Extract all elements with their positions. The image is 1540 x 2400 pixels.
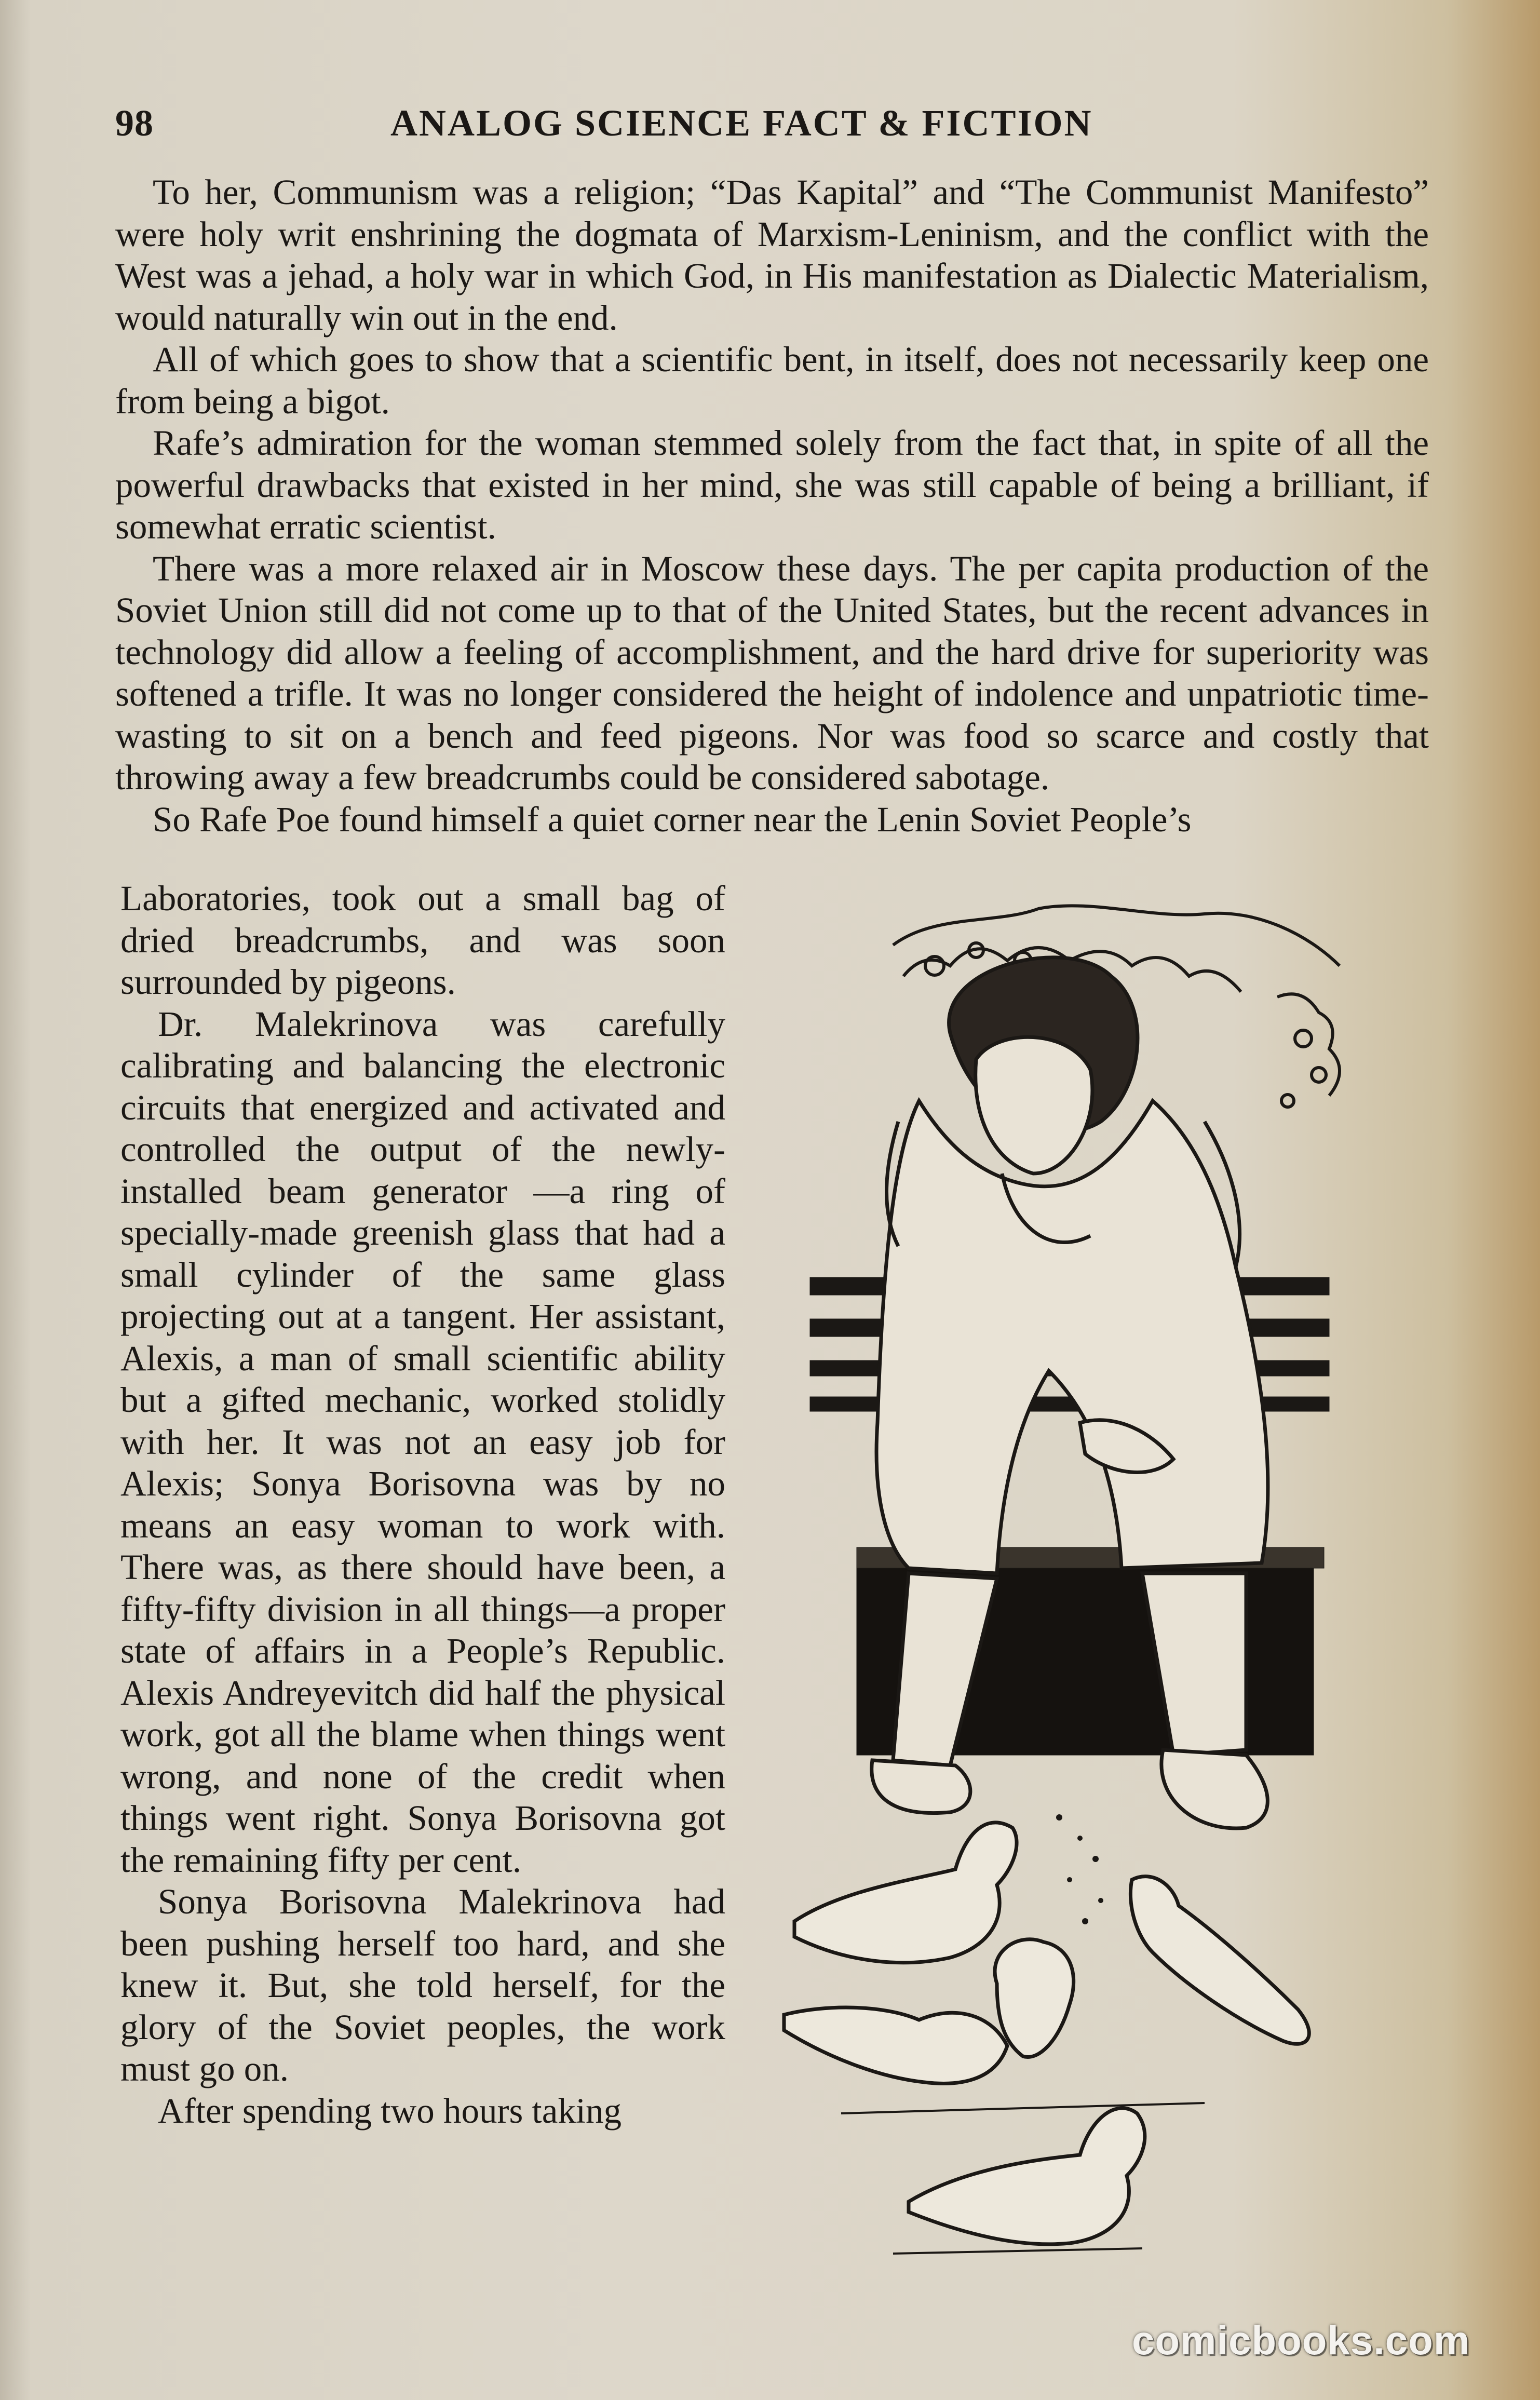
paragraph: Sonya Borisovna Malekrinova had been pushing herself too hard, and she knew it. But, she told herself, for the glory of the Soviet peoples, the work must go on. <box>120 1882 725 2088</box>
paragraph: Rafe’s admiration for the woman stemmed solely from the fact that, in spite of all the powerful drawbacks that existed in her mind, she was still capable of being a brilliant, if somewhat erratic scientist. <box>115 423 1429 546</box>
pigeons <box>784 1823 1309 2244</box>
paragraph: To her, Communism was a religion; “Das Kapital” and “The Communist Manifesto” were holy writ enshrining the dogmata of Marxism-Leninism, and the conflict with the West was a jehad, a holy war in which God, in His manifestation as Dialectic Materialism, would naturally win out in the end. <box>115 172 1429 338</box>
site-watermark: comicbooks.com <box>1132 2317 1470 2363</box>
crumbs <box>1056 1814 1103 1924</box>
running-title: ANALOG SCIENCE FACT & FICTION <box>390 102 1093 144</box>
paragraph: Laboratories, took out a small bag of dried breadcrumbs, and was soon surrounded by pigeons. <box>120 879 725 1002</box>
paragraph: After spending two hours taking <box>158 2091 622 2131</box>
paragraph: There was a more relaxed air in Moscow these days. The per capita production of the Soviet Union still did not come up to that of the United States, but the recent advances in technology did allow a feeling of accomplishment, and the hard drive for superiority was softened a trifle. It was no longer considered the height of indolence and unpatriotic time-wasting to sit on a bench and feed pigeons. Nor was food so scarce and costly that throwing away a few breadcrumbs could be considered sabotage. <box>115 548 1429 797</box>
paragraph: All of which goes to show that a scientific bent, in itself, does not necessarily keep one from being a bigot. <box>115 340 1429 421</box>
page-header <box>115 102 1429 159</box>
full-width-text-column <box>115 171 1429 840</box>
page-number: 98 <box>115 102 154 144</box>
narrow-text-column <box>120 878 725 2132</box>
page-gutter-shadow <box>0 0 31 2400</box>
illustration-man-feeding-pigeons <box>779 904 1464 2274</box>
paragraph: So Rafe Poe found himself a quiet corner near the Lenin Soviet People’s <box>153 799 1192 839</box>
paragraph: Dr. Malekrinova was carefully calibrating and balancing the electronic circuits that energized and activated and controlled the output of the newly-installed beam generator —a ring of specially-made greenish glass that had a small cylinder of the same glass projecting out at a tangent. Her assistant, Alexis, a man of small scientific ability but a gifted mechanic, worked stolidly with her. It was not an easy job for Alexis; Sonya Borisovna was by no means an easy woman to work with. There was, as there should have been, a fifty-fifty division in all things—a proper state of affairs in a People’s Republic. Alexis Andreyevitch did half the physical work, got all the blame when things went wrong, and none of the credit when things went right. Sonya Borisovna got the remaining fifty per cent. <box>120 1004 725 1880</box>
